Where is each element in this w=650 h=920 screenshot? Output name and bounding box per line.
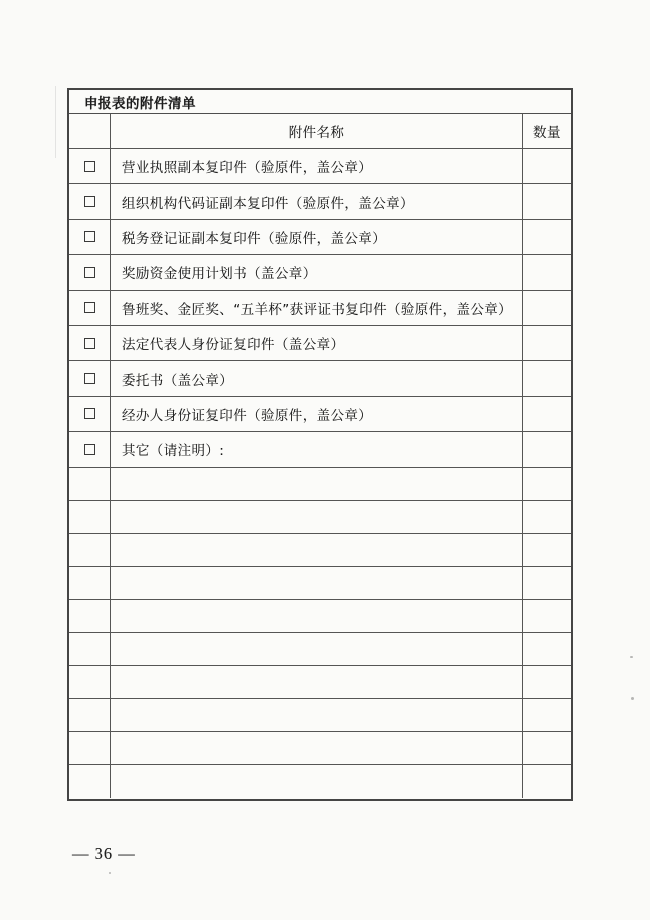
checkbox-cell: [69, 291, 111, 325]
quantity-cell: [523, 255, 571, 289]
table-row: [69, 291, 571, 326]
checkbox-icon: [84, 267, 95, 278]
attachment-name-cell: 其它（请注明）:: [111, 432, 523, 466]
table-row: [69, 255, 571, 290]
header-quantity: 数量: [533, 125, 561, 141]
attachment-name-cell: [111, 699, 523, 731]
page-number: — 36 —: [72, 844, 136, 863]
scan-artifact: [109, 872, 111, 874]
quantity-cell: [523, 699, 571, 731]
checkbox-cell: [69, 220, 111, 254]
attachment-checklist-table: [67, 88, 573, 801]
attachment-name-cell: 税务登记证副本复印件（验原件，盖公章）: [111, 220, 523, 254]
table-row-empty: [69, 534, 571, 567]
quantity-cell: [523, 291, 571, 325]
checkbox-cell: [69, 255, 111, 289]
attachment-name-cell: [111, 534, 523, 566]
table-body: [69, 149, 571, 798]
table-row: [69, 220, 571, 255]
attachment-name-cell: [111, 501, 523, 533]
table-row: [69, 361, 571, 396]
scan-artifact: [630, 656, 633, 658]
attachment-name-cell: 鲁班奖、金匠奖、“五羊杯”获评证书复印件（验原件，盖公章）: [111, 291, 523, 325]
checkbox-cell: [69, 326, 111, 360]
quantity-cell: [523, 501, 571, 533]
table-row: [69, 326, 571, 361]
table-row-empty: [69, 468, 571, 501]
table-row-empty: [69, 765, 571, 798]
scan-artifact: [55, 86, 56, 158]
checkbox-cell: [69, 397, 111, 431]
checkbox-icon: [84, 373, 95, 384]
attachment-name-cell: [111, 468, 523, 500]
attachment-name-cell: 经办人身份证复印件（验原件，盖公章）: [111, 397, 523, 431]
table-row: [69, 432, 571, 467]
quantity-cell: [523, 534, 571, 566]
quantity-cell: [523, 220, 571, 254]
checkbox-cell: [69, 666, 111, 698]
checkbox-cell: [69, 501, 111, 533]
table-row: [69, 397, 571, 432]
checkbox-cell: [69, 765, 111, 798]
attachment-name-cell: 营业执照副本复印件（验原件，盖公章）: [111, 149, 523, 183]
table-row-empty: [69, 633, 571, 666]
checkbox-cell: [69, 534, 111, 566]
table-row: [69, 149, 571, 184]
attachment-name-cell: 组织机构代码证副本复印件（验原件，盖公章）: [111, 184, 523, 218]
quantity-cell: [523, 600, 571, 632]
checkbox-icon: [84, 408, 95, 419]
checkbox-cell: [69, 600, 111, 632]
checkbox-icon: [84, 161, 95, 172]
checkbox-icon: [84, 302, 95, 313]
attachment-name-cell: 奖励资金使用计划书（盖公章）: [111, 255, 523, 289]
quantity-cell: [523, 732, 571, 764]
quantity-cell: [523, 765, 571, 798]
attachment-name-cell: [111, 765, 523, 798]
quantity-cell: [523, 567, 571, 599]
quantity-cell: [523, 149, 571, 183]
quantity-cell: [523, 468, 571, 500]
checkbox-cell: [69, 633, 111, 665]
checkbox-cell: [69, 184, 111, 218]
checkbox-cell: [69, 361, 111, 395]
checkbox-cell: [69, 432, 111, 466]
attachment-name-cell: [111, 633, 523, 665]
table-row-empty: [69, 666, 571, 699]
checkbox-icon: [84, 444, 95, 455]
scan-artifact: [631, 697, 634, 700]
attachment-name-cell: [111, 567, 523, 599]
table-row-empty: [69, 501, 571, 534]
checkbox-cell: [69, 567, 111, 599]
table-title: 申报表的附件清单: [69, 90, 571, 114]
table-row: [69, 184, 571, 219]
checkbox-icon: [84, 338, 95, 349]
header-attachment-name: 附件名称: [111, 114, 523, 148]
quantity-cell: [523, 633, 571, 665]
checkbox-cell: [69, 149, 111, 183]
quantity-cell: [523, 432, 571, 466]
checkbox-cell: [69, 699, 111, 731]
attachment-name-cell: [111, 666, 523, 698]
table-row-empty: [69, 600, 571, 633]
checkbox-icon: [84, 196, 95, 207]
table-row-empty: [69, 699, 571, 732]
attachment-name-cell: [111, 732, 523, 764]
checkbox-icon: [84, 231, 95, 242]
quantity-cell: [523, 184, 571, 218]
quantity-cell: [523, 666, 571, 698]
attachment-name-cell: [111, 600, 523, 632]
quantity-cell: [523, 397, 571, 431]
header-checkbox-cell: [69, 114, 111, 148]
attachment-name-cell: 委托书（盖公章）: [111, 361, 523, 395]
attachment-name-cell: 法定代表人身份证复印件（盖公章）: [111, 326, 523, 360]
quantity-cell: [523, 361, 571, 395]
checkbox-cell: [69, 732, 111, 764]
table-header-row: [69, 114, 571, 149]
table-row-empty: [69, 732, 571, 765]
quantity-cell: [523, 326, 571, 360]
table-row-empty: [69, 567, 571, 600]
checkbox-cell: [69, 468, 111, 500]
